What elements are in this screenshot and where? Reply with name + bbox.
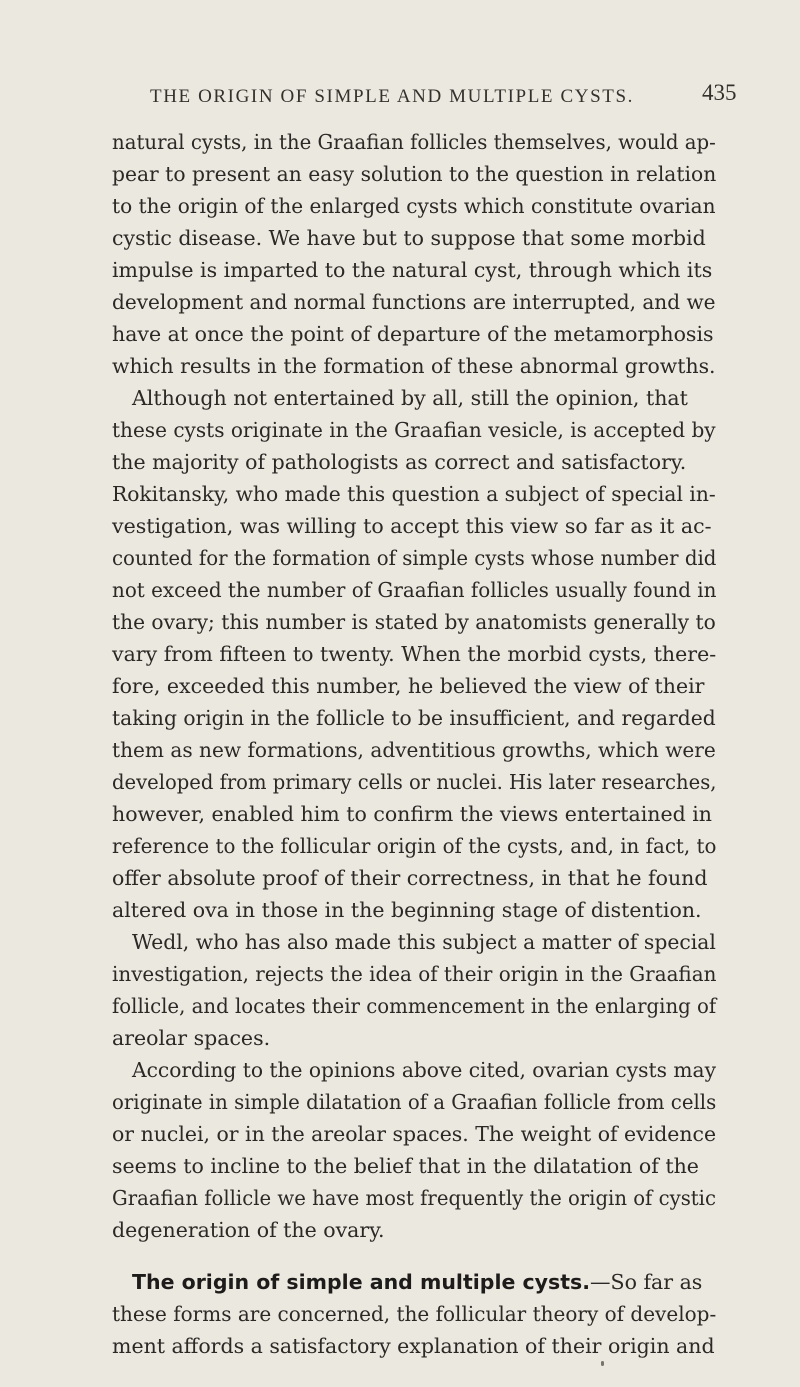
text-line: Rokitansky, who made this question a subject of special in- [112, 482, 716, 506]
text-line: to the origin of the enlarged cysts which constitute ovarian [112, 194, 716, 218]
paragraph-first-line: Although not entertained by all, still the opinion, that [132, 386, 688, 410]
text-line: the ovary; this number is stated by anatomists generally to [112, 610, 716, 634]
text-line: them as new formations, adventitious growths, which were [112, 738, 716, 762]
text-line: Graafian follicle we have most frequently the origin of cystic [112, 1186, 716, 1210]
text-line: counted for the formation of simple cysts whose number did [112, 546, 717, 570]
text-line: these forms are concerned, the follicular theory of develop- [112, 1302, 717, 1326]
page-number: 435 [702, 80, 737, 105]
ink-speck [601, 1361, 604, 1366]
text-line: follicle, and locates their commencement in the enlarging of [112, 994, 717, 1018]
text-line: the majority of pathologists as correct and satisfactory. [112, 450, 687, 474]
text-line: development and normal functions are interrupted, and we [112, 290, 716, 314]
text-line: altered ova in those in the beginning stage of distention. [112, 898, 702, 922]
text-line: impulse is imparted to the natural cyst, through which its [112, 258, 713, 282]
text-line: have at once the point of departure of the metamorphosis [112, 322, 714, 346]
running-title: THE ORIGIN OF SIMPLE AND MULTIPLE CYSTS. [150, 86, 634, 107]
text-line: reference to the follicular origin of the cysts, and, in fact, to [112, 834, 717, 858]
text-line: degeneration of the ovary. [112, 1218, 385, 1242]
text-line: vestigation, was willing to accept this view so far as it ac- [112, 514, 712, 538]
text-line: cystic disease. We have but to suppose that some morbid [112, 226, 706, 250]
text-line: offer absolute proof of their correctness, in that he found [112, 866, 708, 890]
text-line: which results in the formation of these abnormal growths. [112, 354, 716, 378]
text-line: however, enabled him to confirm the views entertained in [112, 802, 712, 826]
text-line: not exceed the number of Graafian follicles usually found in [112, 578, 717, 602]
text-line: developed from primary cells or nuclei. His later researches, [112, 770, 717, 794]
text-line: vary from fifteen to twenty. When the morbid cysts, there- [112, 642, 717, 666]
text-line: taking origin in the follicle to be insufficient, and regarded [112, 706, 716, 730]
text-line: natural cysts, in the Graafian follicles themselves, would ap- [112, 130, 716, 154]
text-line: or nuclei, or in the areolar spaces. The weight of evidence [112, 1122, 717, 1146]
text-line: these cysts originate in the Graafian vesicle, is accepted by [112, 418, 716, 442]
text-line: seems to incline to the belief that in the dilatation of the [112, 1154, 699, 1178]
section-heading: The origin of simple and multiple cysts. [132, 1270, 591, 1294]
text-line: fore, exceeded this number, he believed the view of their [112, 674, 705, 698]
section-line-text: —So far as [590, 1270, 703, 1294]
running-head [0, 80, 800, 114]
paragraph-first-line: Wedl, who has also made this subject a matter of special [132, 930, 716, 954]
text-line: ment affords a satisfactory explanation of their origin and [112, 1334, 715, 1358]
text-line: originate in simple dilatation of a Graafian follicle from cells [112, 1090, 717, 1114]
text-line: investigation, rejects the idea of their origin in the Graafian [112, 962, 717, 986]
section-first-line [132, 1266, 702, 1298]
text-line: pear to present an easy solution to the question in relation [112, 162, 717, 186]
paragraph-first-line: According to the opinions above cited, ovarian cysts may [132, 1058, 716, 1082]
text-line: areolar spaces. [112, 1026, 271, 1050]
